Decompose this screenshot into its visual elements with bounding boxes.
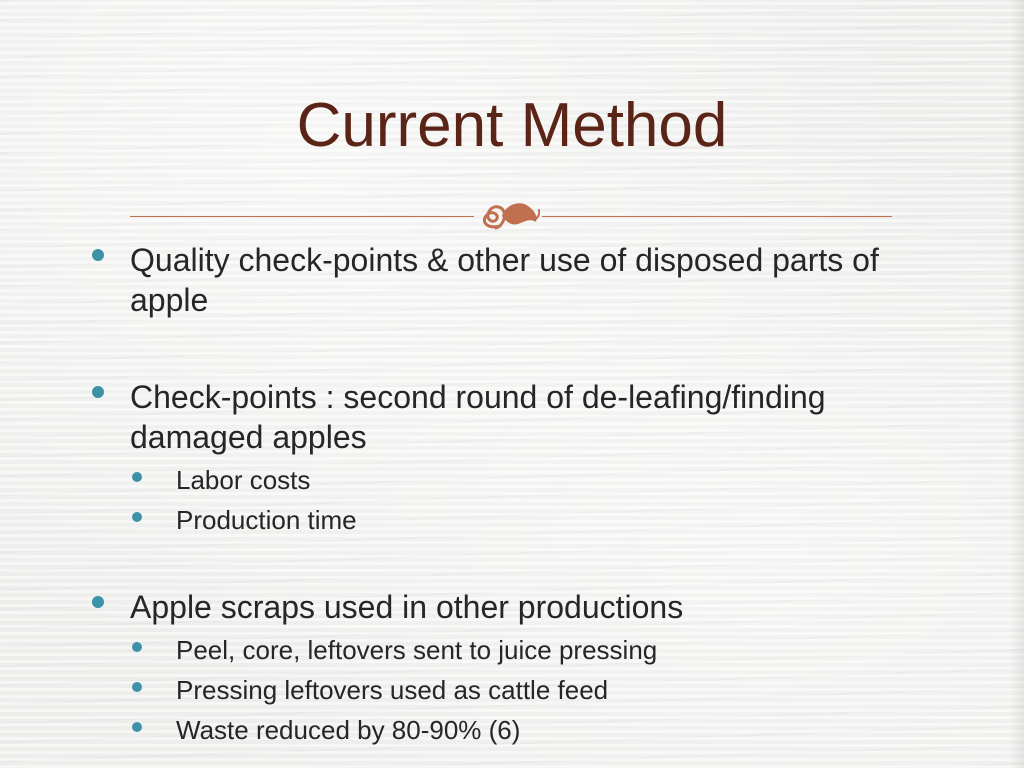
bullet-dot-icon: [132, 472, 142, 482]
divider-line-left: [130, 216, 474, 217]
sub-bullet-item: [130, 670, 930, 710]
bullet-dot-icon: [132, 682, 142, 692]
sub-bullet-text: Labor costs: [176, 465, 311, 495]
bullet-item: [90, 240, 950, 320]
sub-bullet-item: [130, 630, 930, 670]
divider-line-right: [542, 216, 892, 217]
sub-bullet-text: Production time: [176, 505, 357, 535]
bullet-dot-icon: [92, 386, 104, 398]
bullet-dot-icon: [92, 249, 104, 261]
bullet-text: Check-points : second round of de-leafing/finding damaged apples: [130, 379, 826, 455]
sub-bullet-item: [130, 710, 930, 750]
bullet-dot-icon: [132, 722, 142, 732]
bullet-dot-icon: [92, 596, 104, 608]
sub-bullet-text: Peel, core, leftovers sent to juice pressing: [176, 635, 658, 665]
sub-bullet-item: [130, 460, 930, 500]
bullet-text: Quality check-points & other use of disposed parts of apple: [130, 242, 879, 318]
bullet-text: Apple scraps used in other productions: [130, 589, 684, 625]
bullet-dot-icon: [132, 512, 142, 522]
bullet-item: [90, 377, 950, 457]
bullet-dot-icon: [132, 642, 142, 652]
sub-bullet-text: Pressing leftovers used as cattle feed: [176, 675, 609, 705]
bullet-item: [90, 587, 950, 627]
slide-title: Current Method: [296, 91, 728, 160]
sub-bullet-text: Waste reduced by 80-90% (6): [176, 715, 521, 745]
leaf-flourish-icon: [476, 196, 540, 236]
sub-bullet-item: [130, 500, 930, 540]
title-divider: [130, 196, 892, 236]
